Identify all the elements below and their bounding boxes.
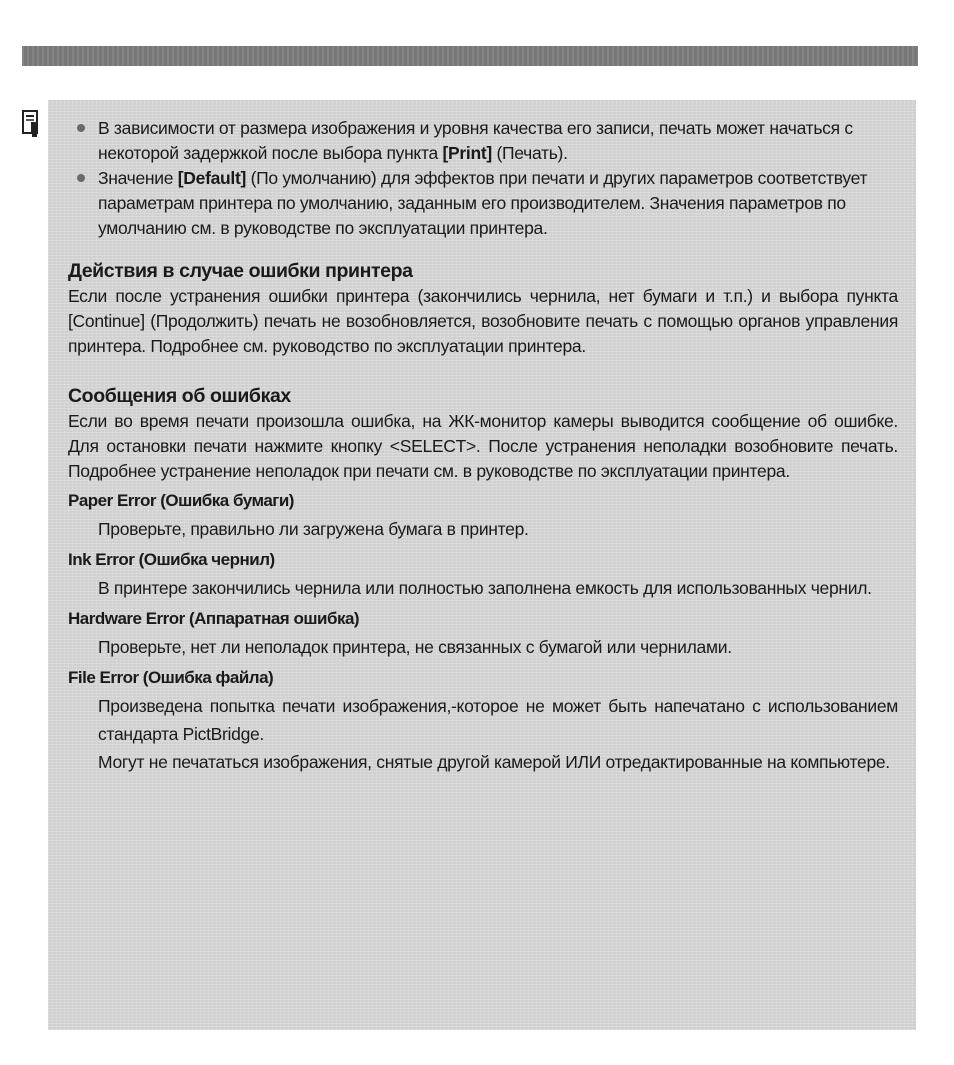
note-keyword: [Default] [177, 168, 247, 188]
note-icon [22, 110, 44, 138]
hardware-error-description: Проверьте, нет ли неполадок принтера, не связанных с бумагой или чернилами. [98, 637, 732, 657]
file-error-title: File Error (Ошибка файла) [68, 668, 274, 687]
paper-error-description: Проверьте, правильно ли загружена бумага в принтер. [98, 519, 529, 539]
note-item [68, 116, 898, 166]
error-messages-text: Если во время печати произошла ошибка, на ЖК-монитор камеры выводится сообщение об ошибке. Для остановки печати нажмите кнопку <SELECT>. После устранения неполадки возобновите печать. Подробнее устранение неполадок при печати см. в руководстве по эксплуатации принтера. [68, 411, 898, 481]
note-keyword: [Print] [442, 143, 492, 163]
note-text: (По умолчанию) для эффектов при печати и других параметров соответствует параметрам принтера по умолчанию, заданным его производителем. Значения параметров по умолчанию см. в руководстве по эксплуатации принтера. [98, 168, 868, 238]
note-text: Значение [98, 168, 178, 188]
notes-list [68, 116, 898, 241]
paper-error-title: Paper Error (Ошибка бумаги) [68, 491, 294, 510]
content-panel [48, 100, 916, 1030]
ink-error-title: Ink Error (Ошибка чернил) [68, 550, 275, 569]
error-messages-heading: Сообщения об ошибках [68, 385, 291, 407]
ink-error-description: В принтере закончились чернила или полностью заполнена емкость для использованных чернил. [98, 578, 872, 598]
note-text: (Печать). [491, 143, 568, 163]
note-item [68, 166, 898, 241]
bullet-icon [77, 124, 85, 132]
file-error-description: Могут не печататься изображения, снятые другой камерой ИЛИ отредактированные на компьютере. [98, 752, 890, 772]
header-bar [22, 46, 918, 66]
printer-error-heading: Действия в случае ошибки принтера [68, 260, 413, 282]
file-error-description: Произведена попытка печати изображения,-которое не может быть напечатано с использованием стандарта PictBridge. [98, 696, 898, 744]
bullet-icon [77, 174, 85, 182]
printer-error-text: Если после устранения ошибки принтера (закончились чернила, нет бумаги и т.п.) и выбора пункта [Continue] (Продолжить) печать не возобновляется, возобновите печать с помощью органов управления принтера. Подробнее см. руководство по эксплуатации принтера. [68, 286, 898, 356]
hardware-error-title: Hardware Error (Аппаратная ошибка) [68, 609, 360, 628]
note-text: В зависимости от размера изображения и уровня качества его записи, печать может начаться с некоторой задержкой после выбора пункта [98, 118, 853, 163]
